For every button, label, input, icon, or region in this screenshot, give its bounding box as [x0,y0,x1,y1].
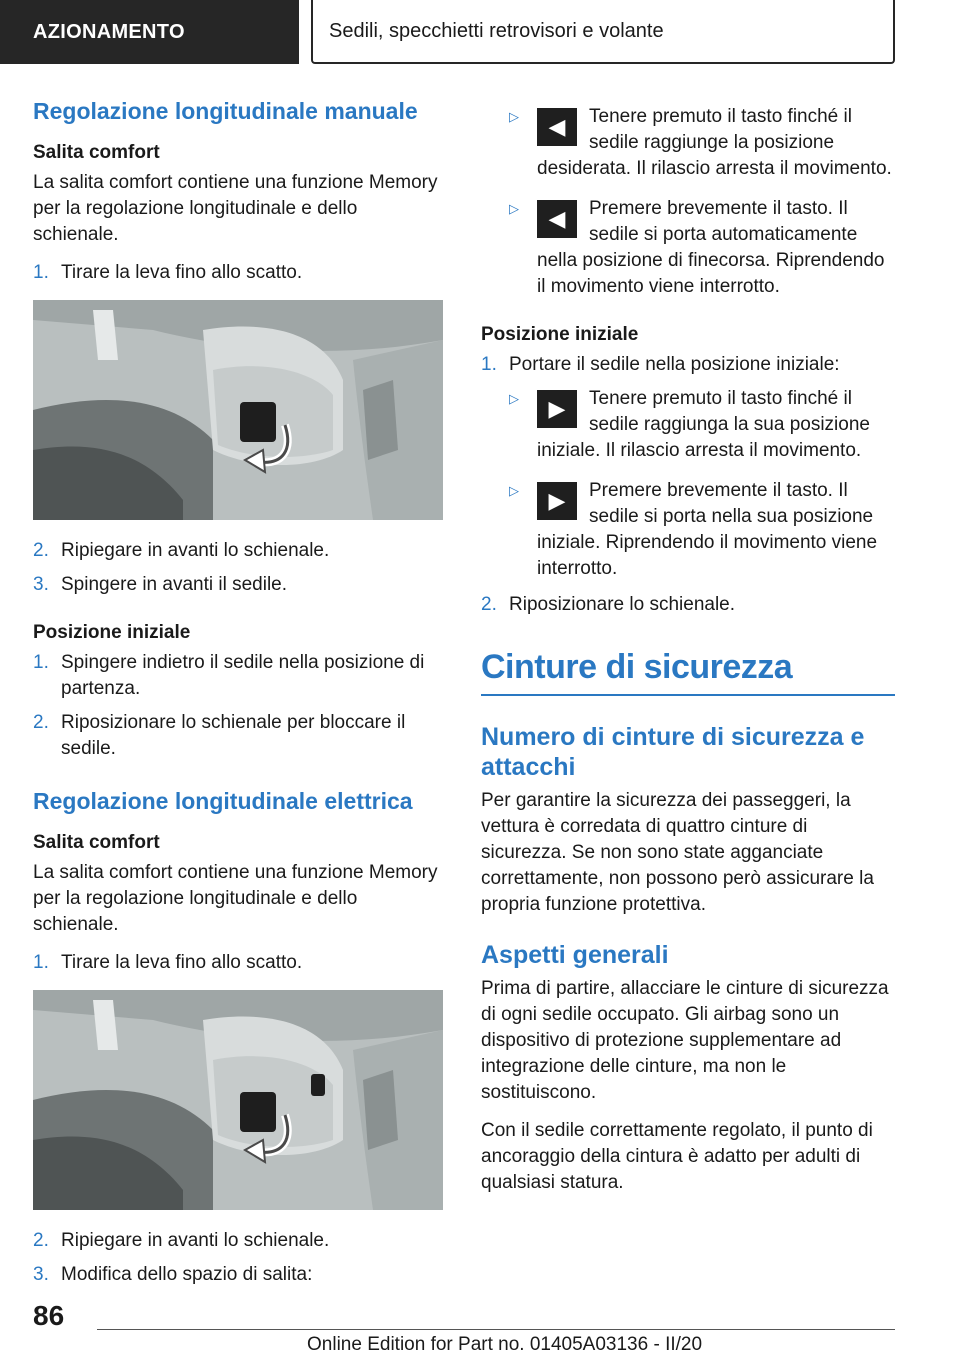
triangle-bullet-icon: ▷ [509,109,519,124]
heading-seat-belts: Cinture di sicurezza [481,648,793,686]
paragraph-number-belts: Per garantire la sicurezza dei passeggeri, la vettura è corredata di quattro cinture di sicurezza. Se non sono state agganciate correttamente, non possono però assicurare la propria funzione protettiva. [481,790,874,915]
list-item: 2. Riposizionare lo schienale per bloccare il sedile. [33,712,406,759]
list-item: ▷ ▶ Tenere premuto il tasto finché il sedile raggiunga la sua posizione iniziale. Il rilascio arresta il movimento. [509,388,870,461]
paragraph-comfort: La salita comfort contiene una funzione Memory per la regolazione longitudinale e dello schienale. [33,862,438,935]
subheading-initial: Posizione iniziale [33,622,191,643]
page-header [0,0,960,64]
arrow-right-key-icon: ▶ [537,482,577,520]
page-number: 86 [33,1300,65,1331]
list-item: 2. Riposizionare lo schienale. [481,594,736,615]
list-item: 2. Ripiegare in avanti lo schienale. [33,1230,330,1251]
heading-number-belts: Numero di cinture di sicurezza e attacchi [481,723,865,781]
list-item: 3. Spingere in avanti il sedile. [33,574,288,595]
list-item: 2. Ripiegare in avanti lo schienale. [33,540,330,561]
footer-rule [97,1329,895,1330]
list-item: 1. Portare il sedile nella posizione iniziale: [481,354,840,375]
triangle-bullet-icon: ▷ [509,391,519,406]
list-item: ▷ ◀ Tenere premuto il tasto finché il sedile raggiunge la posizione desiderata. Il rilascio arresta il movimento. [509,106,892,179]
heading-electric: Regolazione longitudinale elettrica [33,788,413,814]
subheading-comfort: Salita comfort [33,832,160,853]
seat-lever-photo [33,300,443,520]
paragraph-comfort: La salita comfort contiene una funzione Memory per la regolazione longitudinale e dello schienale. [33,172,438,245]
paragraph-general: Con il sedile correttamente regolato, il punto di ancoraggio della cintura è adatto per adulti di qualsiasi statura. [481,1120,873,1193]
chapter-tab: Sedili, specchietti retrovisori e volante [311,0,895,64]
list-item: ▷ ◀ Premere brevemente il tasto. Il sedile si porta automaticamente nella posizione di finecorsa. Riprendendo il movimento viene interrotto. [509,198,885,297]
footer-edition: Online Edition for Part no. 01405A03136 - II/20 [307,1334,703,1355]
arrow-left-key-icon: ◀ [537,108,577,146]
heading-rule [481,694,895,696]
heading-general: Aspetti generali [481,941,669,969]
seat-lever-photo [33,990,443,1210]
list-item: 1. Tirare la leva fino allo scatto. [33,952,303,973]
heading-manual: Regolazione longitudinale manuale [33,98,418,124]
list-item: 1. Tirare la leva fino allo scatto. [33,262,303,283]
right-column [481,104,895,1208]
paragraph-general: Prima di partire, allacciare le cinture di sicurezza di ogni sedile occupato. Gli airbag sono un dispositivo di protezione supplementare ad integrazione delle cinture, ma non le sostituiscono. [481,978,889,1103]
subheading-comfort: Salita comfort [33,142,160,163]
list-item: 3. Modifica dello spazio di salita: [33,1264,313,1285]
arrow-right-key-icon: ▶ [537,390,577,428]
triangle-bullet-icon: ▷ [509,201,519,216]
triangle-bullet-icon: ▷ [509,483,519,498]
arrow-left-key-icon: ◀ [537,200,577,238]
subheading-initial: Posizione iniziale [481,324,639,345]
list-item: ▷ ▶ Premere brevemente il tasto. Il sedile si porta nella sua posizione iniziale. Riprendendo il movimento viene interrotto. [509,480,878,579]
left-column [33,96,443,1296]
list-item: 1. Spingere indietro il sedile nella posizione di partenza. [33,652,425,699]
section-tab: AZIONAMENTO [0,0,299,64]
